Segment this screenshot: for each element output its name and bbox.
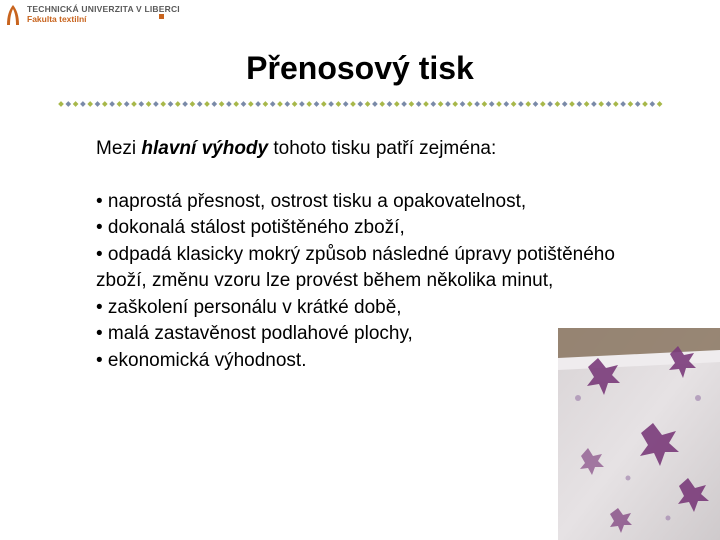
divider-dot [467,101,473,107]
divider-dot [190,101,196,107]
divider-dot [226,101,232,107]
divider-dot [182,101,188,107]
divider-dot [379,101,385,107]
divider-dot [292,101,298,107]
divider-dot [87,101,93,107]
divider-dot [489,101,495,107]
divider-dot [277,101,283,107]
divider-dot [160,101,166,107]
divider-dot [219,101,225,107]
divider-dot [452,101,458,107]
divider-dot [387,101,393,107]
divider-dot [569,101,575,107]
divider-dot [496,101,502,107]
divider-dot [642,101,648,107]
divider-dot [628,101,634,107]
divider-dot [460,101,466,107]
divider-dot [146,101,152,107]
divider-dot [394,101,400,107]
divider-dot [649,101,655,107]
divider-dot [657,101,663,107]
divider-dot [175,101,181,107]
advantages-list [96,189,616,375]
divider-dot [525,101,531,107]
divider-dot [540,101,546,107]
divider-dot [117,101,123,107]
divider-dot [445,101,451,107]
divider-dot [598,101,604,107]
divider-dot [416,101,422,107]
divider-dot [350,101,356,107]
divider-dot [336,101,342,107]
divider-dot [109,101,115,107]
divider-dot [102,101,108,107]
divider-dot [613,101,619,107]
divider-dot [241,101,247,107]
divider-dot [211,101,217,107]
divider-dot [357,101,363,107]
divider-dot [80,101,86,107]
divider-dot [321,101,327,107]
list-item: • odpadá klasicky mokrý způsob následné úpravy potištěného zboží, změnu vzoru lze provést během několika minut, [96,243,615,291]
list-item: • naprostá přesnost, ostrost tisku a opakovatelnost, [96,190,527,212]
divider-dot [197,101,203,107]
divider-dot [314,101,320,107]
intro-emphasis: hlavní výhody [141,138,269,159]
divider-dot [204,101,210,107]
divider-dot [503,101,509,107]
university-name: TECHNICKÁ UNIVERZITA V LIBERCI [27,4,180,14]
divider-dot [365,101,371,107]
divider-dot [168,101,174,107]
intro-text: Mezi hlavní výhody tohoto tisku patří zejména: [96,138,497,159]
divider-dot [255,101,261,107]
divider-dot [138,101,144,107]
divider-dot [576,101,582,107]
divider-dot [270,101,276,107]
divider-dot [372,101,378,107]
divider-dot [511,101,517,107]
divider-dot [248,101,254,107]
divider-dot [430,101,436,107]
list-item: • ekonomická výhodnost. [96,349,307,371]
divider-dot [533,101,539,107]
divider-dot [401,101,407,107]
divider-dot [284,101,290,107]
printed-fabric-photo [558,328,720,540]
divider-dot [438,101,444,107]
divider-dot [299,101,305,107]
divider-dot [562,101,568,107]
divider-dot [584,101,590,107]
divider-dot [95,101,101,107]
divider-dot [635,101,641,107]
divider-dot [518,101,524,107]
slide-title: Přenosový tisk [246,50,474,86]
divider-dot [328,101,334,107]
logo-accent-square [159,14,164,19]
divider-dot [124,101,130,107]
divider-dot [343,101,349,107]
slide-content [96,136,616,374]
divider-dot [423,101,429,107]
divider-dot [474,101,480,107]
list-item: • malá zastavěnost podlahové plochy, [96,323,413,344]
divider-dot [591,101,597,107]
divider-dot [555,101,561,107]
divider-dot [73,101,79,107]
divider-dot [620,101,626,107]
divider-dot [606,101,612,107]
tul-logo-icon [4,4,22,26]
divider-dot [306,101,312,107]
list-item: • zaškolení personálu v krátké době, [96,296,402,318]
divider-dot [547,101,553,107]
divider-dot [263,101,269,107]
divider-dot [153,101,159,107]
divider-dot [482,101,488,107]
divider-dot [409,101,415,107]
divider-dot [58,101,64,107]
list-item: • dokonalá stálost potištěného zboží, [96,217,405,238]
university-header [4,4,180,26]
decorative-divider [58,99,668,109]
divider-dot [65,101,71,107]
divider-dot [131,101,137,107]
divider-dot [233,101,239,107]
faculty-name: Fakulta textilní [27,14,87,24]
